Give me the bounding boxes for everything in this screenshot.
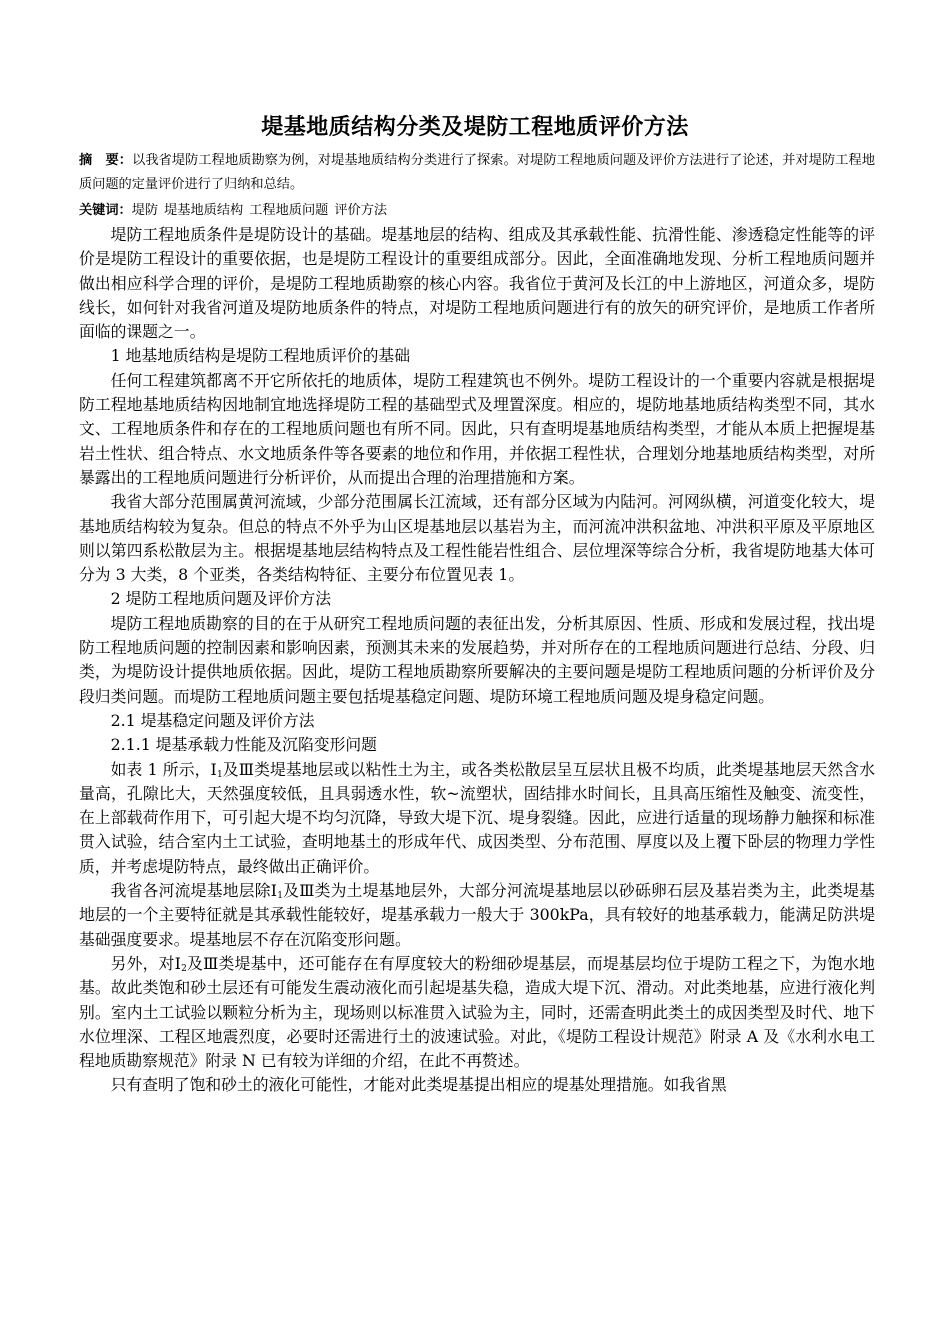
keyword: 堤防 [131, 203, 159, 218]
paragraph-text: 我省各河流堤基地层除Ⅰ [110, 881, 278, 901]
subsection-heading: 2.1 堤基稳定问题及评价方法 [110, 710, 315, 730]
section-heading: 1 地基地质结构是堤防工程地质评价的基础 [110, 346, 411, 366]
abstract [79, 149, 875, 197]
paragraph: 任何工程建筑都离不开它所依托的地质体，堤防工程建筑也不例外。堤防工程设计的一个重要内容就是根据堤防工程地基地质结构因地制宜地选择堤防工程的基础型式及埋置深度。相应的，堤防地基地质结构类型不同，其水文、工程地质条件和存在的工程地质问题也有所不同。因此，只有查明堤基地质结构类型，才能从本质上把握堤基岩土性状、组合特点、水文地质条件等各要素的地位和作用，并依据工程性状，合理划分地基地质结构类型，对所暴露出的工程地质问题进行分析评价，从而提出合理的治理措施和方案。 [79, 370, 875, 487]
paragraph-text: 及Ⅲ类堤基中，还可能存在有厚度较大的粉细砂堤基层，而堤基层均位于堤防工程之下，为饱水地基。故此类饱和砂土层还有可能发生震动液化而引起堤基失稳，造成大堤下沉、滑动。对此类地基，应进行液化判别。室内土工试验以颗粒分析为主，现场则以标准贯入试验为主，同时，还需查明此类土的成因类型及时代、地下水位埋深、工程区地震烈度，必要时还需进行土的波速试验。对此，《堤防工程设计规范》附录 A 及《水利水电工程地质勘察规范》附录 N 已有较为详细的介绍，在此不再赘述。 [79, 953, 875, 1071]
subscript: 1 [277, 891, 283, 902]
page-title: 堤基地质结构分类及堤防工程地质评价方法 [261, 115, 689, 140]
keywords [79, 199, 875, 223]
paragraph [79, 879, 875, 952]
keywords-label: 关键词： [79, 203, 132, 218]
abstract-text: 以我省堤防工程地质勘察为例，对堤基地质结构分类进行了探索。对堤防工程地质问题及评价方法进行了论述，并对堤防工程地质问题的定量评价进行了归纳和总结。 [79, 153, 876, 192]
section-heading: 2 堤防工程地质问题及评价方法 [110, 589, 332, 609]
subscript: 2 [181, 963, 187, 974]
paragraph-text: 及Ⅲ类堤基地层或以粘性土为主，或各类松散层呈互层状且极不均质，此类堤基地层天然含水量高，孔隙比大，天然强度较低，且具弱透水性，软~流塑状，固结排水时间长，且具高压缩性及触变、流变性，在上部载荷作用下，可引起大堤不均匀沉降，导致大堤下沉、堤身裂缝。因此，应进行适量的现场静力触探和标准贯入试验，结合室内土工试验，查明地基土的形成年代、成因类型、分布范围、厚度以及上覆下卧层的物理力学性质，并考虑堤防特点，最终做出正确评价。 [79, 759, 875, 876]
body-text [79, 223, 875, 1098]
paragraph: 堤防工程地质勘察的目的在于从研究工程地质问题的表征出发，分析其原因、性质、形成和发展过程，找出堤防工程地质问题的控制因素和影响因素，预测其未来的发展趋势，并对所存在的工程地质问题进行总结、分段、归类，为堤防设计提供地质依据。因此，堤防工程地质勘察所要解决的主要问题是堤防工程地质问题的分析评价及分段归类问题。而堤防工程地质问题主要包括堤基稳定问题、堤防环境工程地质问题及堤身稳定问题。 [79, 613, 875, 706]
subscript: 1 [216, 769, 223, 780]
subsubsection-heading: 2.1.1 堤基承载力性能及沉陷变形问题 [110, 735, 377, 755]
paragraph-text: 如表 1 所示，Ⅰ [110, 759, 217, 779]
keyword: 评价方法 [334, 203, 388, 218]
abstract-label: 摘 要： [79, 153, 133, 168]
keyword: 堤基地质结构 [164, 203, 244, 218]
paragraph: 堤防工程地质条件是堤防设计的基础。堤基地层的结构、组成及其承载性能、抗滑性能、渗透稳定性能等的评价是堤防工程设计的重要依据，也是堤防工程设计的重要组成部分。因此，全面准确地发现、分析工程地质问题并做出相应科学合理的评价，是堤防工程地质勘察的核心内容。我省位于黄河及长江的中上游地区，河道众多，堤防线长，如何针对我省河道及堤防地质条件的特点，对堤防工程地质问题进行有的放矢的研究评价，是地质工作者所面临的课题之一。 [79, 225, 875, 342]
paragraph [79, 758, 875, 879]
paragraph: 我省大部分范围属黄河流域，少部分范围属长江流域，还有部分区域为内陆河。河网纵横，河道变化较大，堤基地质结构较为复杂。但总的特点不外乎为山区堤基地层以基岩为主，而河流冲洪积盆地、冲洪积平原及平原地区则以第四系松散层为主。根据堤基地层结构特点及工程性能岩性组合、层位埋深等综合分析，我省堤防地基大体可分为 3 大类，8 个亚类，各类结构特征、主要分布位置见表 1。 [79, 492, 875, 585]
paragraph [79, 952, 875, 1073]
paragraph-text: 及Ⅲ类为土堤基地层外，大部分河流堤基地层以砂砾卵石层及基岩类为主，此类堤基地层的一个主要特征就是其承载性能较好，堤基承载力一般大于 300kPa，具有较好的地基承载力，能满足防洪堤基础强度要求。堤基地层不存在沉陷变形问题。 [79, 881, 875, 949]
paragraph-text: 另外，对Ⅰ [110, 953, 182, 973]
keyword: 工程地质问题 [249, 203, 329, 218]
paragraph: 只有查明了饱和砂土的液化可能性，才能对此类堤基提出相应的堤基处理措施。如我省黑 [110, 1075, 727, 1095]
